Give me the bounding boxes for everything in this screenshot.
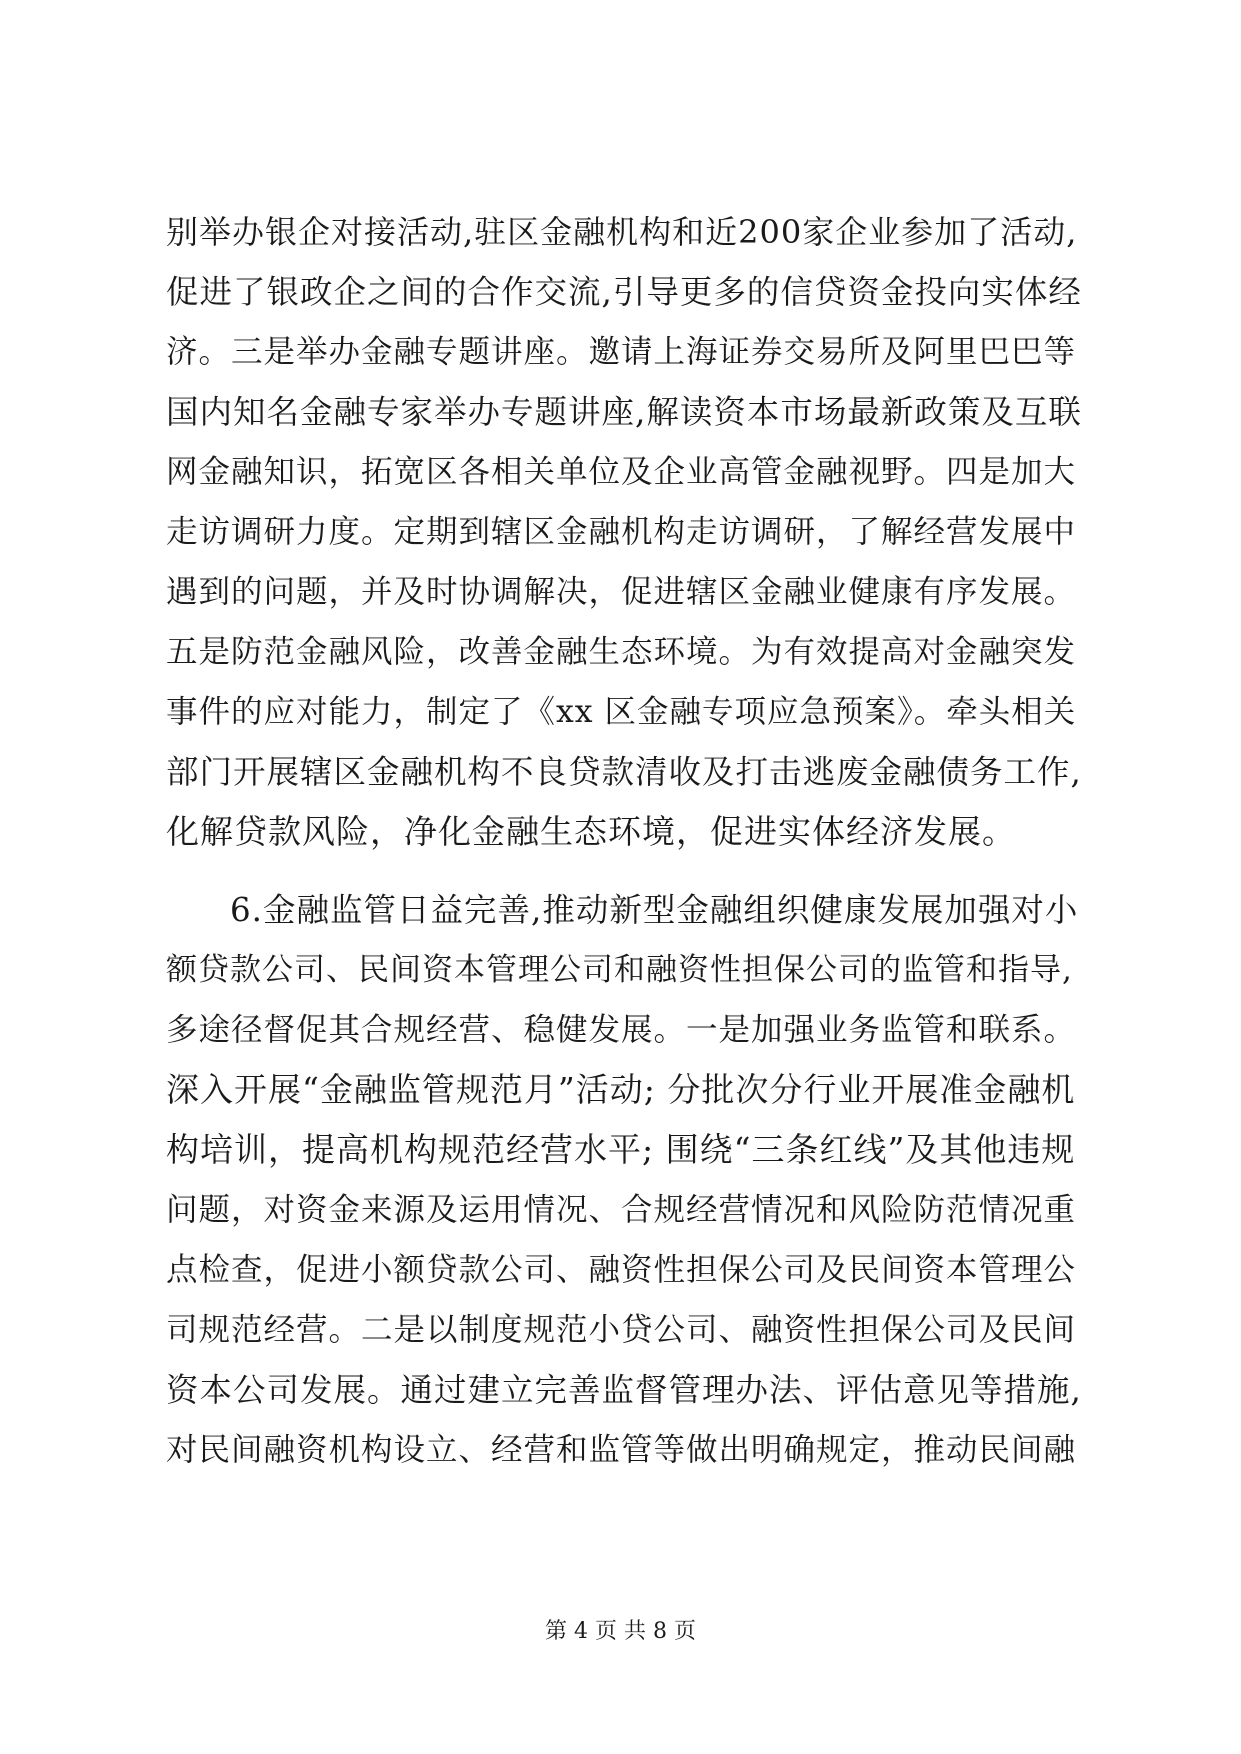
body-text-line: 对民间融资机构设立、经营和监管等做出明确规定，推动民间融 — [166, 1432, 1077, 1468]
body-text-line: 遇到的问题，并及时协调解决，促进辖区金融业健康有序发展。 — [166, 574, 1077, 610]
body-text-line: 促进了银政企之间的合作交流,引导更多的信贷资金投向实体经 — [166, 273, 1082, 311]
body-text-line: 深入开展“金融监管规范月”活动; 分批次分行业开展准金融机 — [166, 1070, 1076, 1109]
body-text-line: 五是防范金融风险，改善金融生态环境。为有效提高对金融突发 — [166, 634, 1077, 670]
body-text-line: 额贷款公司、民间资本管理公司和融资性担保公司的监管和指导, — [166, 952, 1073, 988]
body-text-line: 网金融知识，拓宽区各相关单位及企业高管金融视野。四是加大 — [166, 454, 1077, 490]
paragraph-first-line: 6.金融监管日益完善,推动新型金融组织健康发展加强对小 — [230, 891, 1079, 929]
body-text-line: 多途径督促其合规经营、稳健发展。一是加强业务监管和联系。 — [166, 1012, 1077, 1048]
body-text-line: 别举办银企对接活动,驻区金融机构和近200家企业参加了活动, — [166, 213, 1078, 251]
body-text-line: 部门开展辖区金融机构不良贷款清收及打击逃废金融债务工作, — [166, 753, 1082, 791]
body-text-line: 化解贷款风险，净化金融生态环境，促进实体经济发展。 — [166, 812, 1016, 851]
body-text-line: 国内知名金融专家举办专题讲座,解读资本市场最新政策及互联 — [166, 393, 1082, 431]
body-text-line: 济。三是举办金融专题讲座。邀请上海证券交易所及阿里巴巴等 — [166, 334, 1077, 370]
page-number-footer: 第 4 页 共 8 页 — [545, 1619, 696, 1644]
body-text-line: 点检查，促进小额贷款公司、融资性担保公司及民间资本管理公 — [166, 1252, 1077, 1288]
body-text-line: 走访调研力度。定期到辖区金融机构走访调研，了解经营发展中 — [166, 514, 1077, 550]
body-text-line: 事件的应对能力，制定了《xx 区金融专项应急预案》。牵头相关 — [166, 694, 1077, 730]
body-text-line: 资本公司发展。通过建立完善监督管理办法、评估意见等措施, — [166, 1371, 1082, 1409]
body-text-line: 问题，对资金来源及运用情况、合规经营情况和风险防范情况重 — [166, 1192, 1077, 1228]
body-text-line: 构培训，提高机构规范经营水平; 围绕“三条红线”及其他违规 — [166, 1130, 1076, 1169]
body-text-line: 司规范经营。二是以制度规范小贷公司、融资性担保公司及民间 — [166, 1312, 1077, 1348]
